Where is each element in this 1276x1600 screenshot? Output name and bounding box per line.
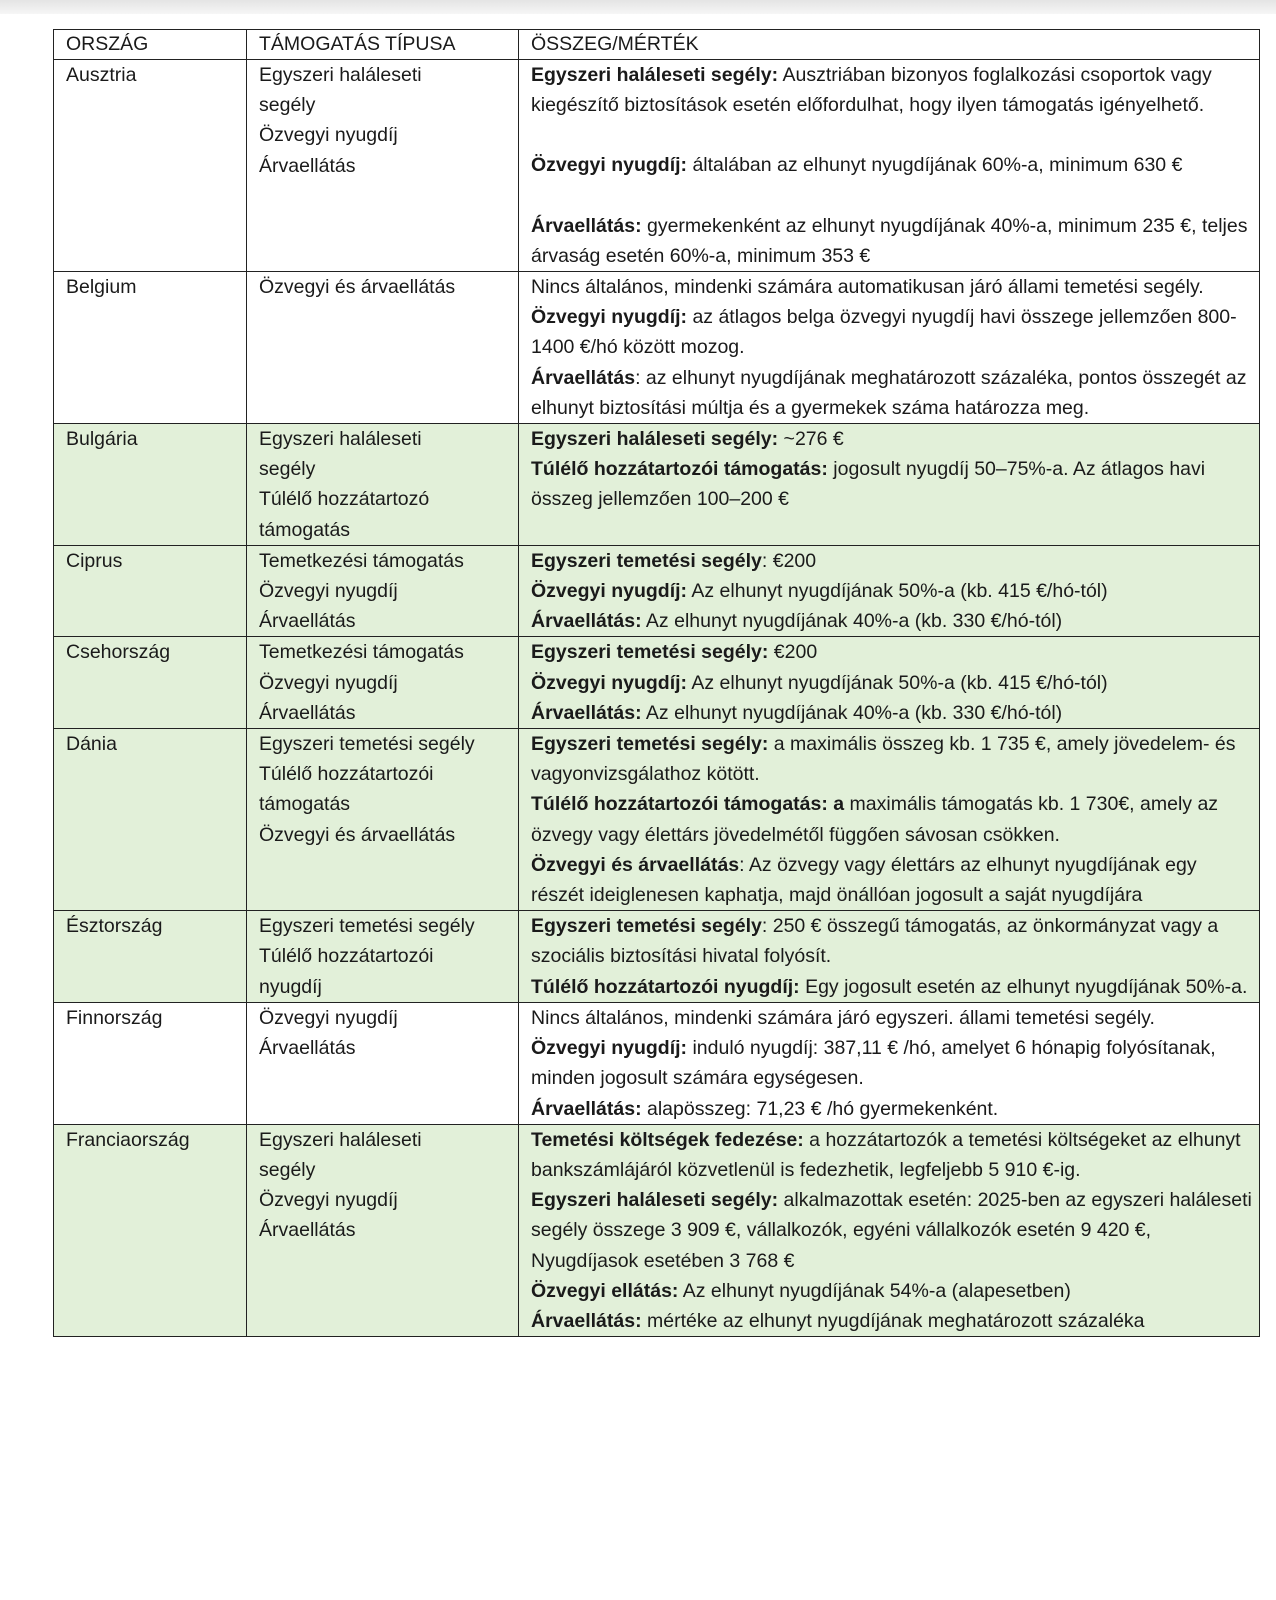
amount-text: Az elhunyt nyugdíjának 50%-a (kb. 415 €/hó-tól)	[687, 580, 1108, 603]
type-line: Özvegyi nyugdíj	[259, 671, 398, 694]
amount-text: a maximális összeg kb. 1 735 €, amely jövedelem- és vagyonvizsgálathoz kötött.	[531, 733, 1236, 786]
type-line: Temetkezési támogatás	[259, 549, 464, 572]
type-line: támogatás	[259, 793, 351, 816]
amount-paragraph	[531, 454, 1253, 514]
type-line: segély	[259, 94, 316, 117]
amount-text: €200	[768, 641, 818, 664]
amount-label: Özvegyi nyugdíj:	[531, 306, 688, 329]
type-cell	[247, 60, 519, 272]
amount-text: : €200	[761, 549, 817, 572]
amount-text: alkalmazottak esetén: 2025-ben az egyszeri haláleseti segély összege 3 909 €, vállalkozók, egyéni vállalkozók esetén 9 420 €, Nyugdíjasok esetében 3 768 €	[531, 1189, 1252, 1272]
type-line: nyugdíj	[259, 975, 322, 998]
table-row	[54, 729, 1260, 911]
amount-text: ~276 €	[778, 428, 844, 451]
header-amount: ÖSSZEG/MÉRTÉK	[519, 30, 1260, 60]
amount-text: Egy jogosult esetén az elhunyt nyugdíjának 50%-a.	[799, 975, 1248, 998]
amount-label: Árvaellátás:	[531, 214, 642, 237]
amount-label: Árvaellátás	[531, 366, 636, 389]
amount-paragraph	[531, 668, 1253, 698]
amount-text: Az elhunyt nyugdíjának 40%-a (kb. 330 €/hó-tól)	[641, 610, 1063, 633]
amount-text: általában az elhunyt nyugdíjának 60%-a, minimum 630 €	[687, 154, 1183, 177]
amount-label: Árvaellátás:	[531, 610, 642, 633]
amount-paragraph	[531, 211, 1253, 271]
amount-label: Özvegyi nyugdíj:	[531, 154, 688, 177]
amount-label: Túlélő hozzátartozói támogatás: a	[531, 793, 845, 816]
amount-text: : Az özvegy vagy élettárs az elhunyt nyugdíjának egy részét ideiglenesen kaphatja, majd önállóan jogosult a saját nyugdíjára	[531, 853, 1197, 907]
type-line: Egyszeri temetési segély	[259, 915, 475, 938]
window-top-bar	[0, 0, 1276, 14]
table-row	[54, 1124, 1260, 1336]
amount-label: Túlélő hozzátartozói nyugdíj:	[531, 975, 800, 998]
amount-cell	[519, 424, 1260, 546]
amount-paragraph	[531, 546, 1253, 576]
amount-cell	[519, 729, 1260, 911]
amount-text: induló nyugdíj: 387,11 € /hó, amelyet 6 hónapig folyósítanak, minden jogosult számára egységesen.	[531, 1037, 1216, 1090]
type-cell	[247, 729, 519, 911]
amount-paragraph	[531, 424, 1253, 454]
type-line: Özvegyi nyugdíj	[259, 1189, 398, 1212]
type-line: Árvaellátás	[259, 610, 356, 633]
type-line: segély	[259, 1158, 316, 1181]
table-row	[54, 637, 1260, 729]
amount-paragraph	[531, 1033, 1253, 1093]
amount-label: Egyszeri temetési segély:	[531, 641, 769, 664]
amount-cell	[519, 1124, 1260, 1336]
amount-paragraph	[531, 60, 1253, 120]
amount-paragraph	[531, 272, 1253, 302]
amount-paragraph	[531, 1306, 1253, 1336]
table-row	[54, 272, 1260, 424]
type-line: Túlélő hozzátartozói	[259, 945, 434, 968]
amount-label: Egyszeri temetési segély	[531, 915, 762, 938]
amount-label: Özvegyi nyugdíj:	[531, 671, 688, 694]
type-cell	[247, 1002, 519, 1124]
type-line: Özvegyi nyugdíj	[259, 124, 398, 147]
amount-text: : 250 € összegű támogatás, az önkormányzat vagy a szociális biztosítási hivatal folyósít.	[531, 915, 1219, 968]
country-cell: Ciprus	[54, 545, 247, 637]
type-line: Túlélő hozzátartozói	[259, 763, 434, 786]
amount-cell	[519, 911, 1260, 1003]
amount-text: Nincs általános, mindenki számára automatikusan járó állami temetési segély.	[531, 276, 1204, 299]
amount-cell	[519, 637, 1260, 729]
amount-text: alapösszeg: 71,23 € /hó gyermekenként.	[641, 1097, 999, 1120]
amount-label: Temetési költségek fedezése:	[531, 1128, 804, 1151]
header-country: ORSZÁG	[54, 30, 247, 60]
type-line: Árvaellátás	[259, 1219, 356, 1242]
table-row	[54, 424, 1260, 546]
type-line: Özvegyi és árvaellátás	[259, 276, 456, 299]
amount-label: Túlélő hozzátartozói támogatás:	[531, 458, 828, 481]
amount-paragraph	[531, 911, 1253, 971]
amount-paragraph	[531, 850, 1253, 910]
type-line: Özvegyi nyugdíj	[259, 1006, 398, 1029]
amount-paragraph	[531, 1276, 1253, 1306]
type-line: Temetkezési támogatás	[259, 641, 464, 664]
table-row	[54, 545, 1260, 637]
country-cell: Dánia	[54, 729, 247, 911]
type-line: Árvaellátás	[259, 154, 356, 177]
type-line: támogatás	[259, 518, 351, 541]
amount-cell	[519, 1002, 1260, 1124]
amount-cell	[519, 545, 1260, 637]
amount-label: Özvegyi nyugdíj:	[531, 1037, 688, 1060]
amount-paragraph	[531, 789, 1253, 849]
table-row	[54, 911, 1260, 1003]
amount-text: maximális támogatás kb. 1 730€, amely az özvegy vagy élettárs jövedelmétől függően sávosan csökken.	[531, 793, 1219, 846]
type-line: segély	[259, 458, 316, 481]
amount-text: Ausztriában bizonyos foglalkozási csoportok vagy kiegészítő biztosítások esetén előfordulhat, hogy ilyen támogatás igényelhető.	[531, 64, 1212, 117]
type-line: Árvaellátás	[259, 701, 356, 724]
amount-paragraph	[531, 363, 1253, 423]
amount-label: Özvegyi nyugdíj:	[531, 580, 688, 603]
amount-paragraph	[531, 150, 1253, 180]
country-cell: Franciaország	[54, 1124, 247, 1336]
amount-paragraph	[531, 1094, 1253, 1124]
country-cell: Csehország	[54, 637, 247, 729]
type-cell	[247, 637, 519, 729]
amount-label: Egyszeri temetési segély	[531, 549, 762, 572]
type-line: Egyszeri haláleseti	[259, 428, 422, 451]
amount-label: Árvaellátás:	[531, 1097, 642, 1120]
type-line: Túlélő hozzátartozó	[259, 488, 430, 511]
amount-label: Egyszeri temetési segély:	[531, 733, 769, 756]
type-line: Egyszeri temetési segély	[259, 733, 475, 756]
amount-text: jogosult nyugdíj 50–75%-a. Az átlagos havi összeg jellemzően 100–200 €	[531, 458, 1206, 511]
type-line: Özvegyi nyugdíj	[259, 580, 398, 603]
country-cell: Finnország	[54, 1002, 247, 1124]
type-cell	[247, 545, 519, 637]
amount-text: Nincs általános, mindenki számára járó egyszeri. állami temetési segély.	[531, 1006, 1155, 1029]
type-line: Egyszeri haláleseti	[259, 1128, 422, 1151]
amount-label: Egyszeri haláleseti segély:	[531, 64, 779, 86]
header-type: TÁMOGATÁS TÍPUSA	[247, 30, 519, 60]
amount-text: Az elhunyt nyugdíjának 54%-a (alapesetben)	[678, 1279, 1071, 1302]
type-line: Egyszeri haláleseti	[259, 64, 422, 86]
amount-label: Özvegyi és árvaellátás	[531, 853, 740, 876]
amount-cell	[519, 272, 1260, 424]
amount-paragraph	[531, 972, 1253, 1002]
country-cell: Észtország	[54, 911, 247, 1003]
support-table	[53, 29, 1260, 1337]
amount-paragraph	[531, 698, 1253, 728]
amount-text: Az elhunyt nyugdíjának 50%-a (kb. 415 €/hó-tól)	[687, 671, 1108, 694]
table-header-row	[54, 30, 1260, 60]
country-cell: Belgium	[54, 272, 247, 424]
amount-label: Egyszeri haláleseti segély:	[531, 428, 779, 451]
amount-label: Özvegyi ellátás:	[531, 1279, 679, 1302]
amount-text: : az elhunyt nyugdíjának meghatározott százaléka, pontos összegét az elhunyt biztosítási múltja és a gyermekek száma határozza meg.	[531, 366, 1247, 419]
table-row	[54, 1002, 1260, 1124]
amount-cell	[519, 60, 1260, 272]
amount-text: az átlagos belga özvegyi nyugdíj havi összege jellemzően 800-1400 €/hó között mozog.	[531, 306, 1237, 359]
type-line: Árvaellátás	[259, 1037, 356, 1060]
amount-paragraph	[531, 576, 1253, 606]
amount-text: gyermekenként az elhunyt nyugdíjának 40%-a, minimum 235 €, teljes árvaság esetén 60%-a, minimum 353 €	[531, 214, 1248, 267]
amount-paragraph	[531, 637, 1253, 667]
amount-label: Egyszeri haláleseti segély:	[531, 1189, 779, 1212]
amount-label: Árvaellátás:	[531, 1309, 642, 1332]
type-cell	[247, 911, 519, 1003]
amount-paragraph	[531, 606, 1253, 636]
amount-paragraph	[531, 1185, 1253, 1276]
amount-paragraph	[531, 1125, 1253, 1185]
amount-text: Az elhunyt nyugdíjának 40%-a (kb. 330 €/hó-tól)	[641, 701, 1063, 724]
country-cell: Ausztria	[54, 60, 247, 272]
amount-paragraph	[531, 729, 1253, 789]
amount-paragraph	[531, 302, 1253, 362]
country-cell: Bulgária	[54, 424, 247, 546]
type-cell	[247, 424, 519, 546]
type-cell	[247, 1124, 519, 1336]
type-cell	[247, 272, 519, 424]
amount-paragraph	[531, 1003, 1253, 1033]
amount-text: a hozzátartozók a temetési költségeket az elhunyt bankszámlájáról közvetlenül is fedezhetik, legfeljebb 5 910 €-ig.	[531, 1128, 1241, 1181]
amount-label: Árvaellátás:	[531, 701, 642, 724]
amount-text: mértéke az elhunyt nyugdíjának meghatározott százaléka	[641, 1309, 1145, 1332]
table-row	[54, 60, 1260, 272]
type-line: Özvegyi és árvaellátás	[259, 823, 456, 846]
